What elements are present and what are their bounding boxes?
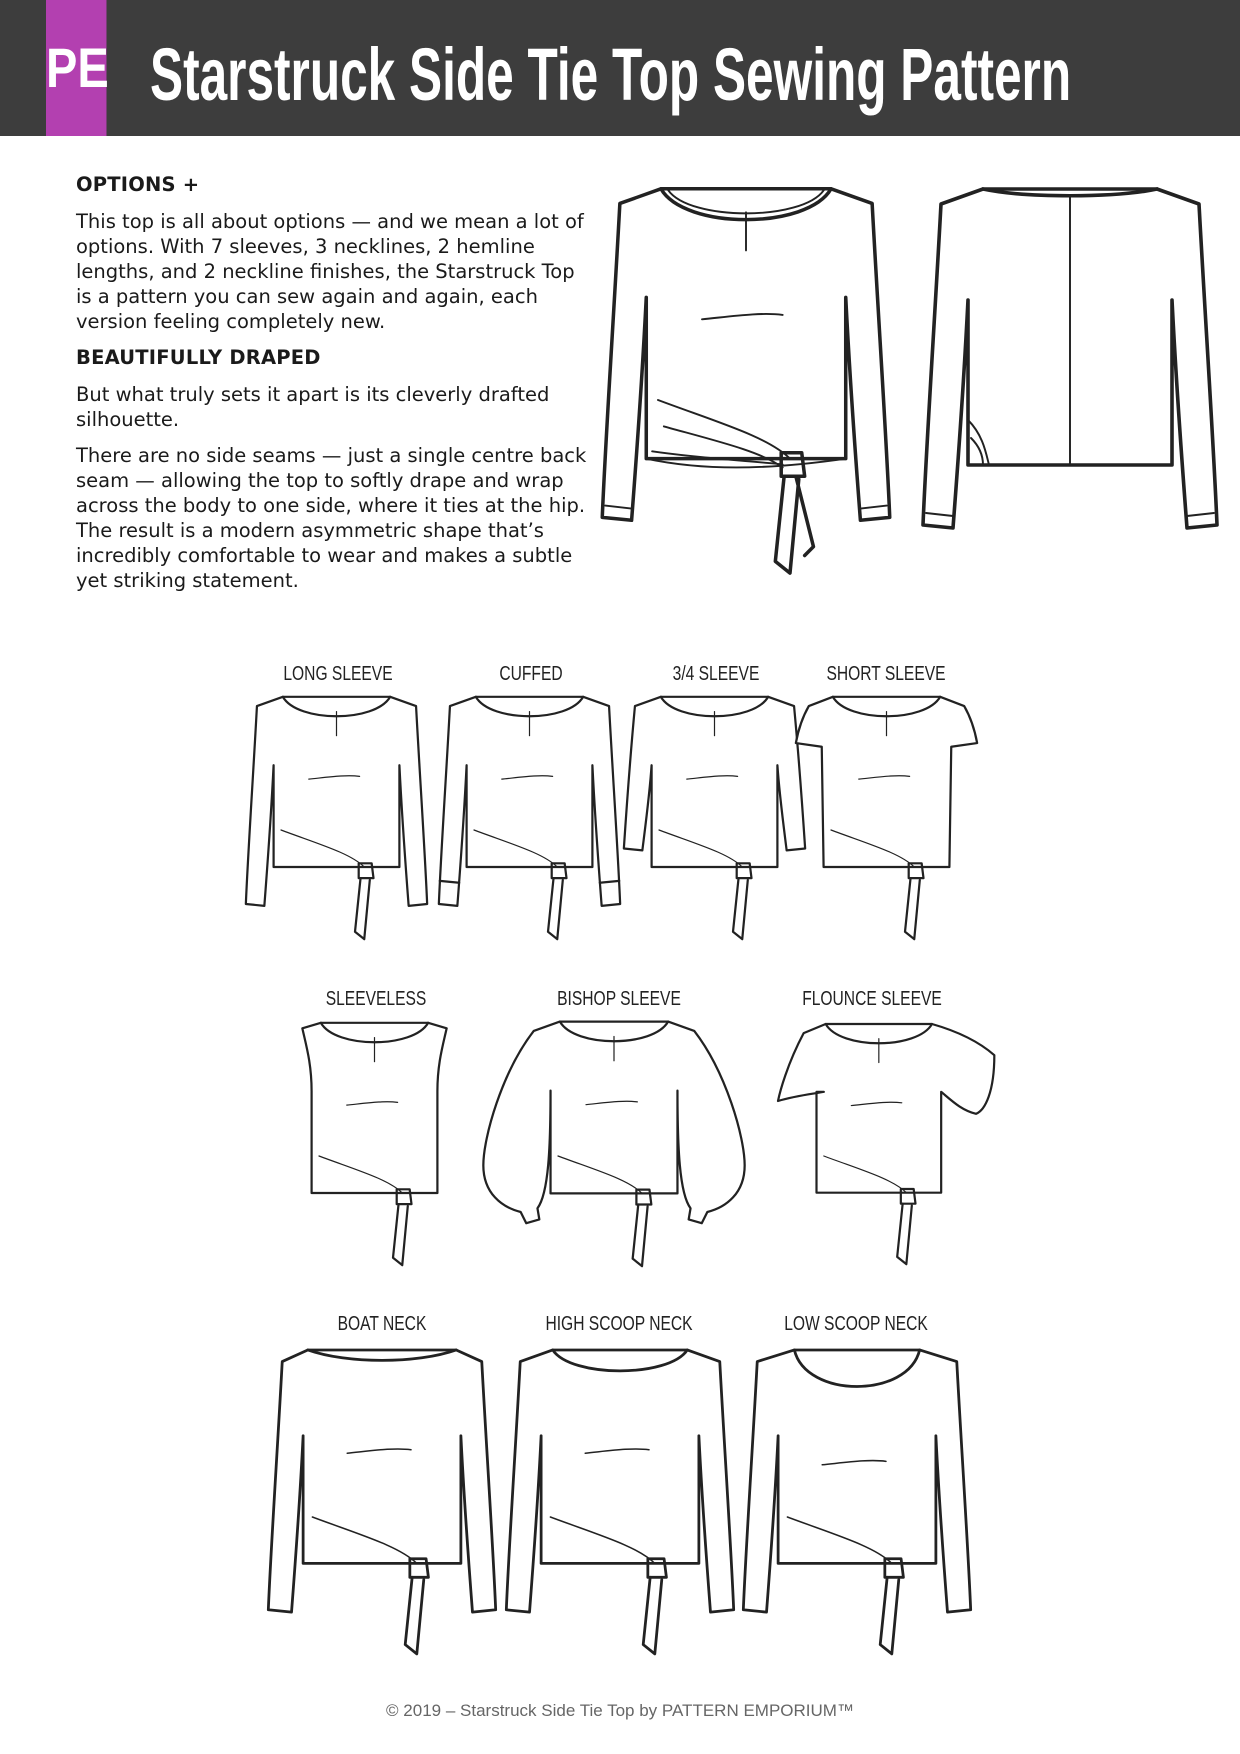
variation-label-low-scoop-neck: LOW SCOOP NECK — [784, 1313, 928, 1335]
cuffed-sleeve-top-icon — [437, 690, 622, 970]
intro-text-block — [76, 172, 596, 604]
three-quarter-sleeve-top-icon — [622, 690, 807, 970]
brand-logo: PE — [46, 0, 106, 136]
variation-label-bishop-sleeve: BISHOP SLEEVE — [557, 988, 681, 1010]
sleeveless-top-icon — [282, 1016, 467, 1296]
variation-label-three-quarter: 3/4 SLEEVE — [672, 663, 760, 685]
back-view-illustration — [920, 180, 1220, 570]
variation-label-sleeveless: SLEEVELESS — [325, 988, 427, 1010]
variation-label-long-sleeve: LONG SLEEVE — [283, 663, 393, 685]
options-paragraph: This top is all about options — and we mean a lot of options. With 7 sleeves, 3 necklines, 2 hemline lengths, and 2 neckline finishes, the Starstruck Top is a pattern you can sew again and again, each version feeling completely new. — [76, 210, 584, 333]
flounce-sleeve-top-icon — [778, 1016, 998, 1296]
variation-label-boat-neck: BOAT NECK — [337, 1313, 427, 1335]
high-scoop-neck-top-icon — [504, 1342, 736, 1692]
short-sleeve-top-icon — [794, 690, 979, 970]
boat-neck-top-icon — [266, 1342, 498, 1692]
long-sleeve-top-icon — [244, 690, 429, 970]
draped-paragraph-2: There are no side seams — just a single centre back seam — allowing the top to softly drape and wrap across the body to one side, where it ties at the hip. The result is a modern asymmetric shape that’s incredibly comfortable to wear and makes a subtle yet striking statement. — [76, 444, 587, 592]
bishop-sleeve-top-icon — [464, 1016, 764, 1296]
front-view-illustration — [596, 180, 896, 620]
draped-heading: BEAUTIFULLY DRAPED — [76, 346, 321, 369]
draped-paragraph-1: But what truly sets it apart is its cleverly drafted silhouette. — [76, 383, 550, 431]
header-bar — [0, 0, 1240, 136]
variation-label-cuffed: CUFFED — [499, 663, 563, 685]
page-title: Starstruck Side Tie Top Sewing Pattern — [150, 33, 1072, 116]
variation-label-high-scoop-neck: HIGH SCOOP NECK — [545, 1313, 693, 1335]
low-scoop-neck-top-icon — [741, 1342, 973, 1692]
copyright-footer: © 2019 – Starstruck Side Tie Top by PATTERN EMPORIUM™ — [386, 1701, 854, 1720]
variation-label-flounce-sleeve: FLOUNCE SLEEVE — [802, 988, 942, 1010]
variation-label-short-sleeve: SHORT SLEEVE — [826, 663, 946, 685]
options-heading: OPTIONS + — [76, 173, 200, 196]
